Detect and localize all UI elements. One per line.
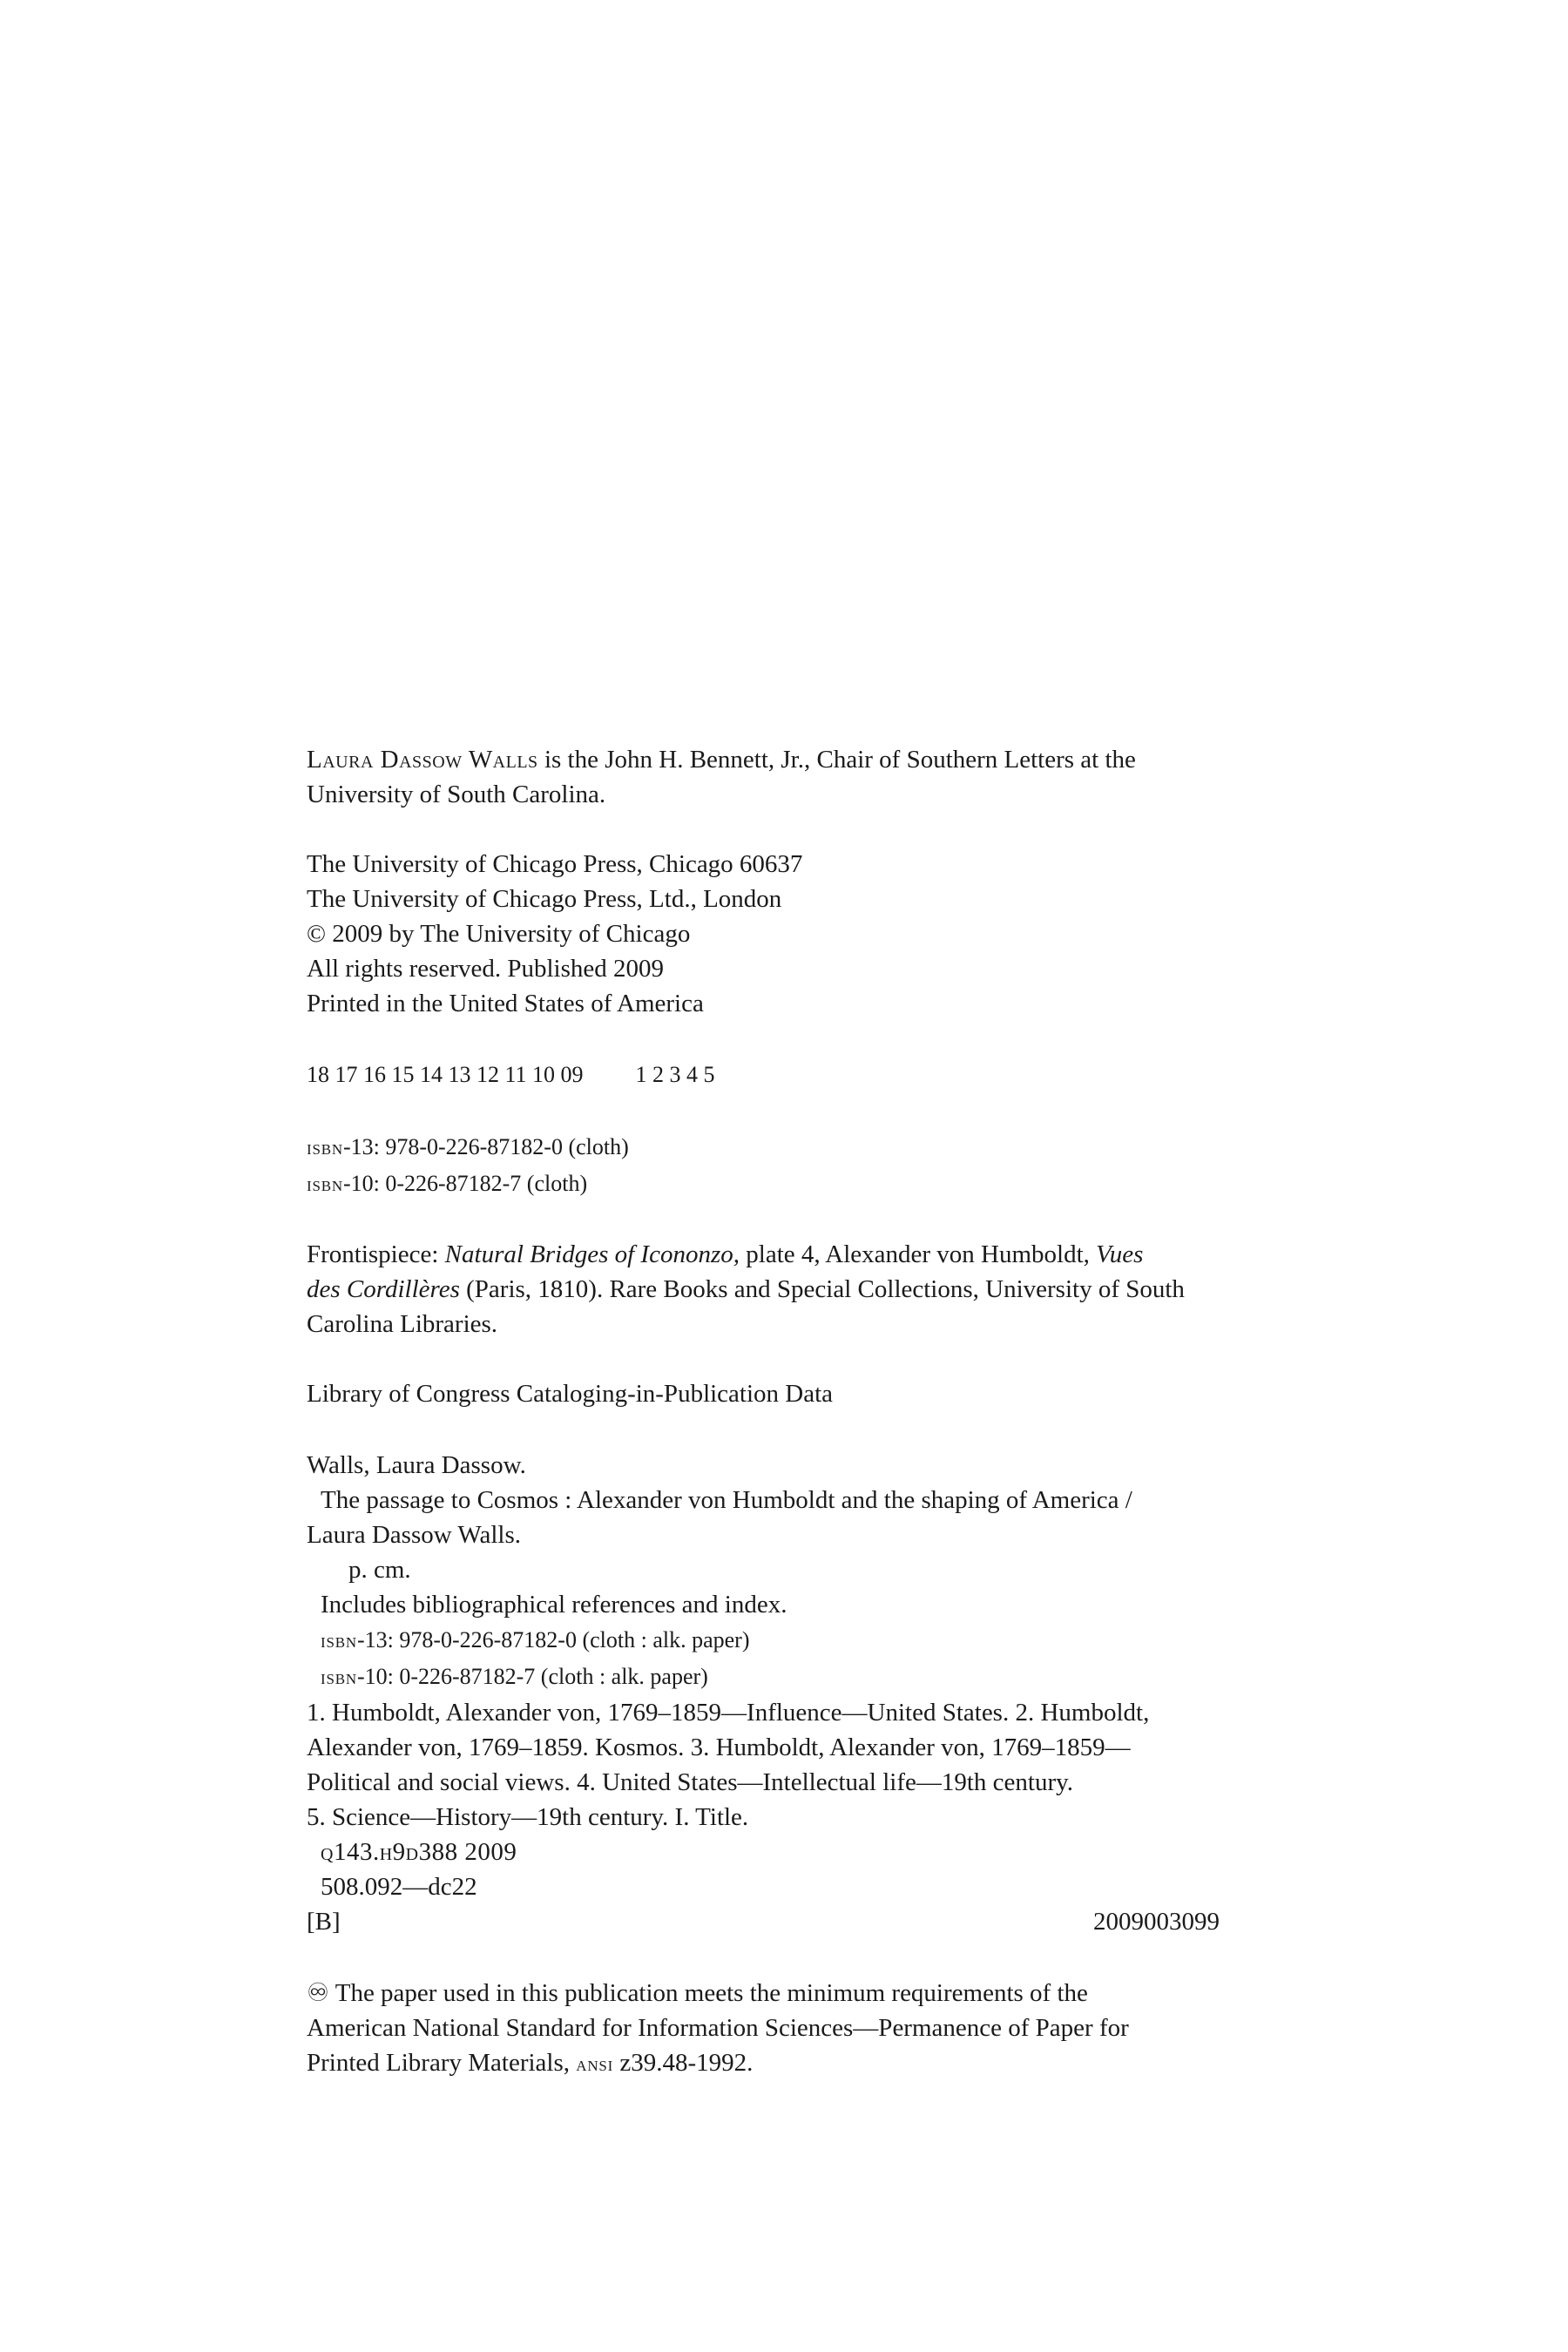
publisher-line: The University of Chicago Press, Chicago 60637 [307,850,803,878]
printing-years: 18 17 16 15 14 13 12 11 10 09 [307,1062,584,1087]
cip-record [307,1448,1230,1939]
cip-isbn10 [307,1659,1230,1695]
frontispiece-prefix: Frontispiece: [307,1240,445,1268]
isbn-block [307,1129,1230,1202]
frontispiece-vues: Vues [1096,1240,1144,1268]
paper-note-line3 [307,2045,1230,2082]
paper-note [307,1976,1230,2082]
frontispiece-note [307,1237,1230,1342]
cip-isbn13-value: -13: 978-0-226-87182-0 (cloth : alk. paper) [356,1627,750,1652]
author-name: Laura Dassow Walls [307,746,538,774]
paper-note-prefix: Printed Library Materials, [307,2049,577,2077]
frontispiece-line2-rest: (Paris, 1810). Rare Books and Special Collections, University of South [459,1275,1185,1303]
frontispiece-line1 [307,1237,1230,1272]
cip-lccn: 2009003099 [1093,1908,1220,1936]
cip-title-line2: Laura Dassow Walls. [307,1521,521,1549]
permanence-icon: ♾ [307,1979,329,2007]
frontispiece-title: Natural Bridges of Icononzo, [444,1240,740,1268]
cip-title-line1: The passage to Cosmos : Alexander von Humboldt and the shaping of America / [321,1486,1132,1514]
frontispiece-middle: plate 4, Alexander von Humboldt, [740,1240,1097,1268]
cip-isbn10-value: -10: 0-226-87182-7 (cloth : alk. paper) [356,1664,708,1689]
cip-includes: Includes bibliographical references and index. [321,1591,787,1619]
isbn-10-line [307,1166,1230,1202]
cip-final-row [307,1904,1220,1939]
author-bio [307,742,1230,812]
rights-line: All rights reserved. Published 2009 [307,955,664,983]
publisher-block [307,847,1230,1021]
cip-lc-number: q143.h9d388 2009 [321,1838,517,1866]
paper-note-line1 [307,1976,1230,2011]
paper-note-suffix: z39.48-1992. [613,2049,754,2077]
cip-subject-line: Political and social views. 4. United States—Intellectual life—19th century. [307,1768,1073,1796]
frontispiece-cordilleres: des Cordillères [307,1275,460,1303]
cip-pcm: p. cm. [348,1556,411,1584]
isbn-label: isbn [321,1630,357,1652]
frontispiece-line2 [307,1272,1230,1307]
printed-line: Printed in the United States of America [307,990,704,1017]
cip-isbn13 [307,1622,1230,1659]
ansi-label: ansi [576,2053,614,2076]
printing-line [307,1058,1230,1092]
cip-author: Walls, Laura Dassow. [307,1451,526,1479]
isbn-label: isbn [307,1173,343,1196]
copyright-page [307,742,1230,2082]
printing-impressions: 1 2 3 4 5 [635,1062,715,1087]
cip-subject-line: Alexander von, 1769–1859. Kosmos. 3. Humboldt, Alexander von, 1769–1859— [307,1734,1131,1761]
publisher-line: The University of Chicago Press, Ltd., London [307,885,782,913]
isbn-label: isbn [321,1666,357,1689]
cip-dewey: 508.092—dc22 [321,1873,477,1901]
cip-subject-line: 1. Humboldt, Alexander von, 1769–1859—Influence—United States. 2. Humboldt, [307,1699,1150,1727]
paper-note-line2: American National Standard for Information Sciences—Permanence of Paper for [307,2014,1129,2042]
isbn-10-value: -10: 0-226-87182-7 (cloth) [342,1171,588,1196]
paper-note-text1: The paper used in this publication meets the minimum requirements of the [329,1979,1088,2007]
cip-bracket: [B] [307,1908,341,1936]
author-bio-text: is the John H. Bennett, Jr., Chair of Southern Letters at the [537,746,1136,774]
frontispiece-line3: Carolina Libraries. [307,1310,498,1338]
cip-heading: Library of Congress Cataloging-in-Publication Data [307,1380,834,1408]
cip-subject-line: 5. Science—History—19th century. I. Title. [307,1803,749,1831]
author-bio-line2: University of South Carolina. [307,781,606,808]
isbn-13-value: -13: 978-0-226-87182-0 (cloth) [342,1134,629,1159]
isbn-label: isbn [307,1137,343,1159]
copyright-line: © 2009 by The University of Chicago [307,920,691,948]
isbn-13-line [307,1129,1230,1166]
